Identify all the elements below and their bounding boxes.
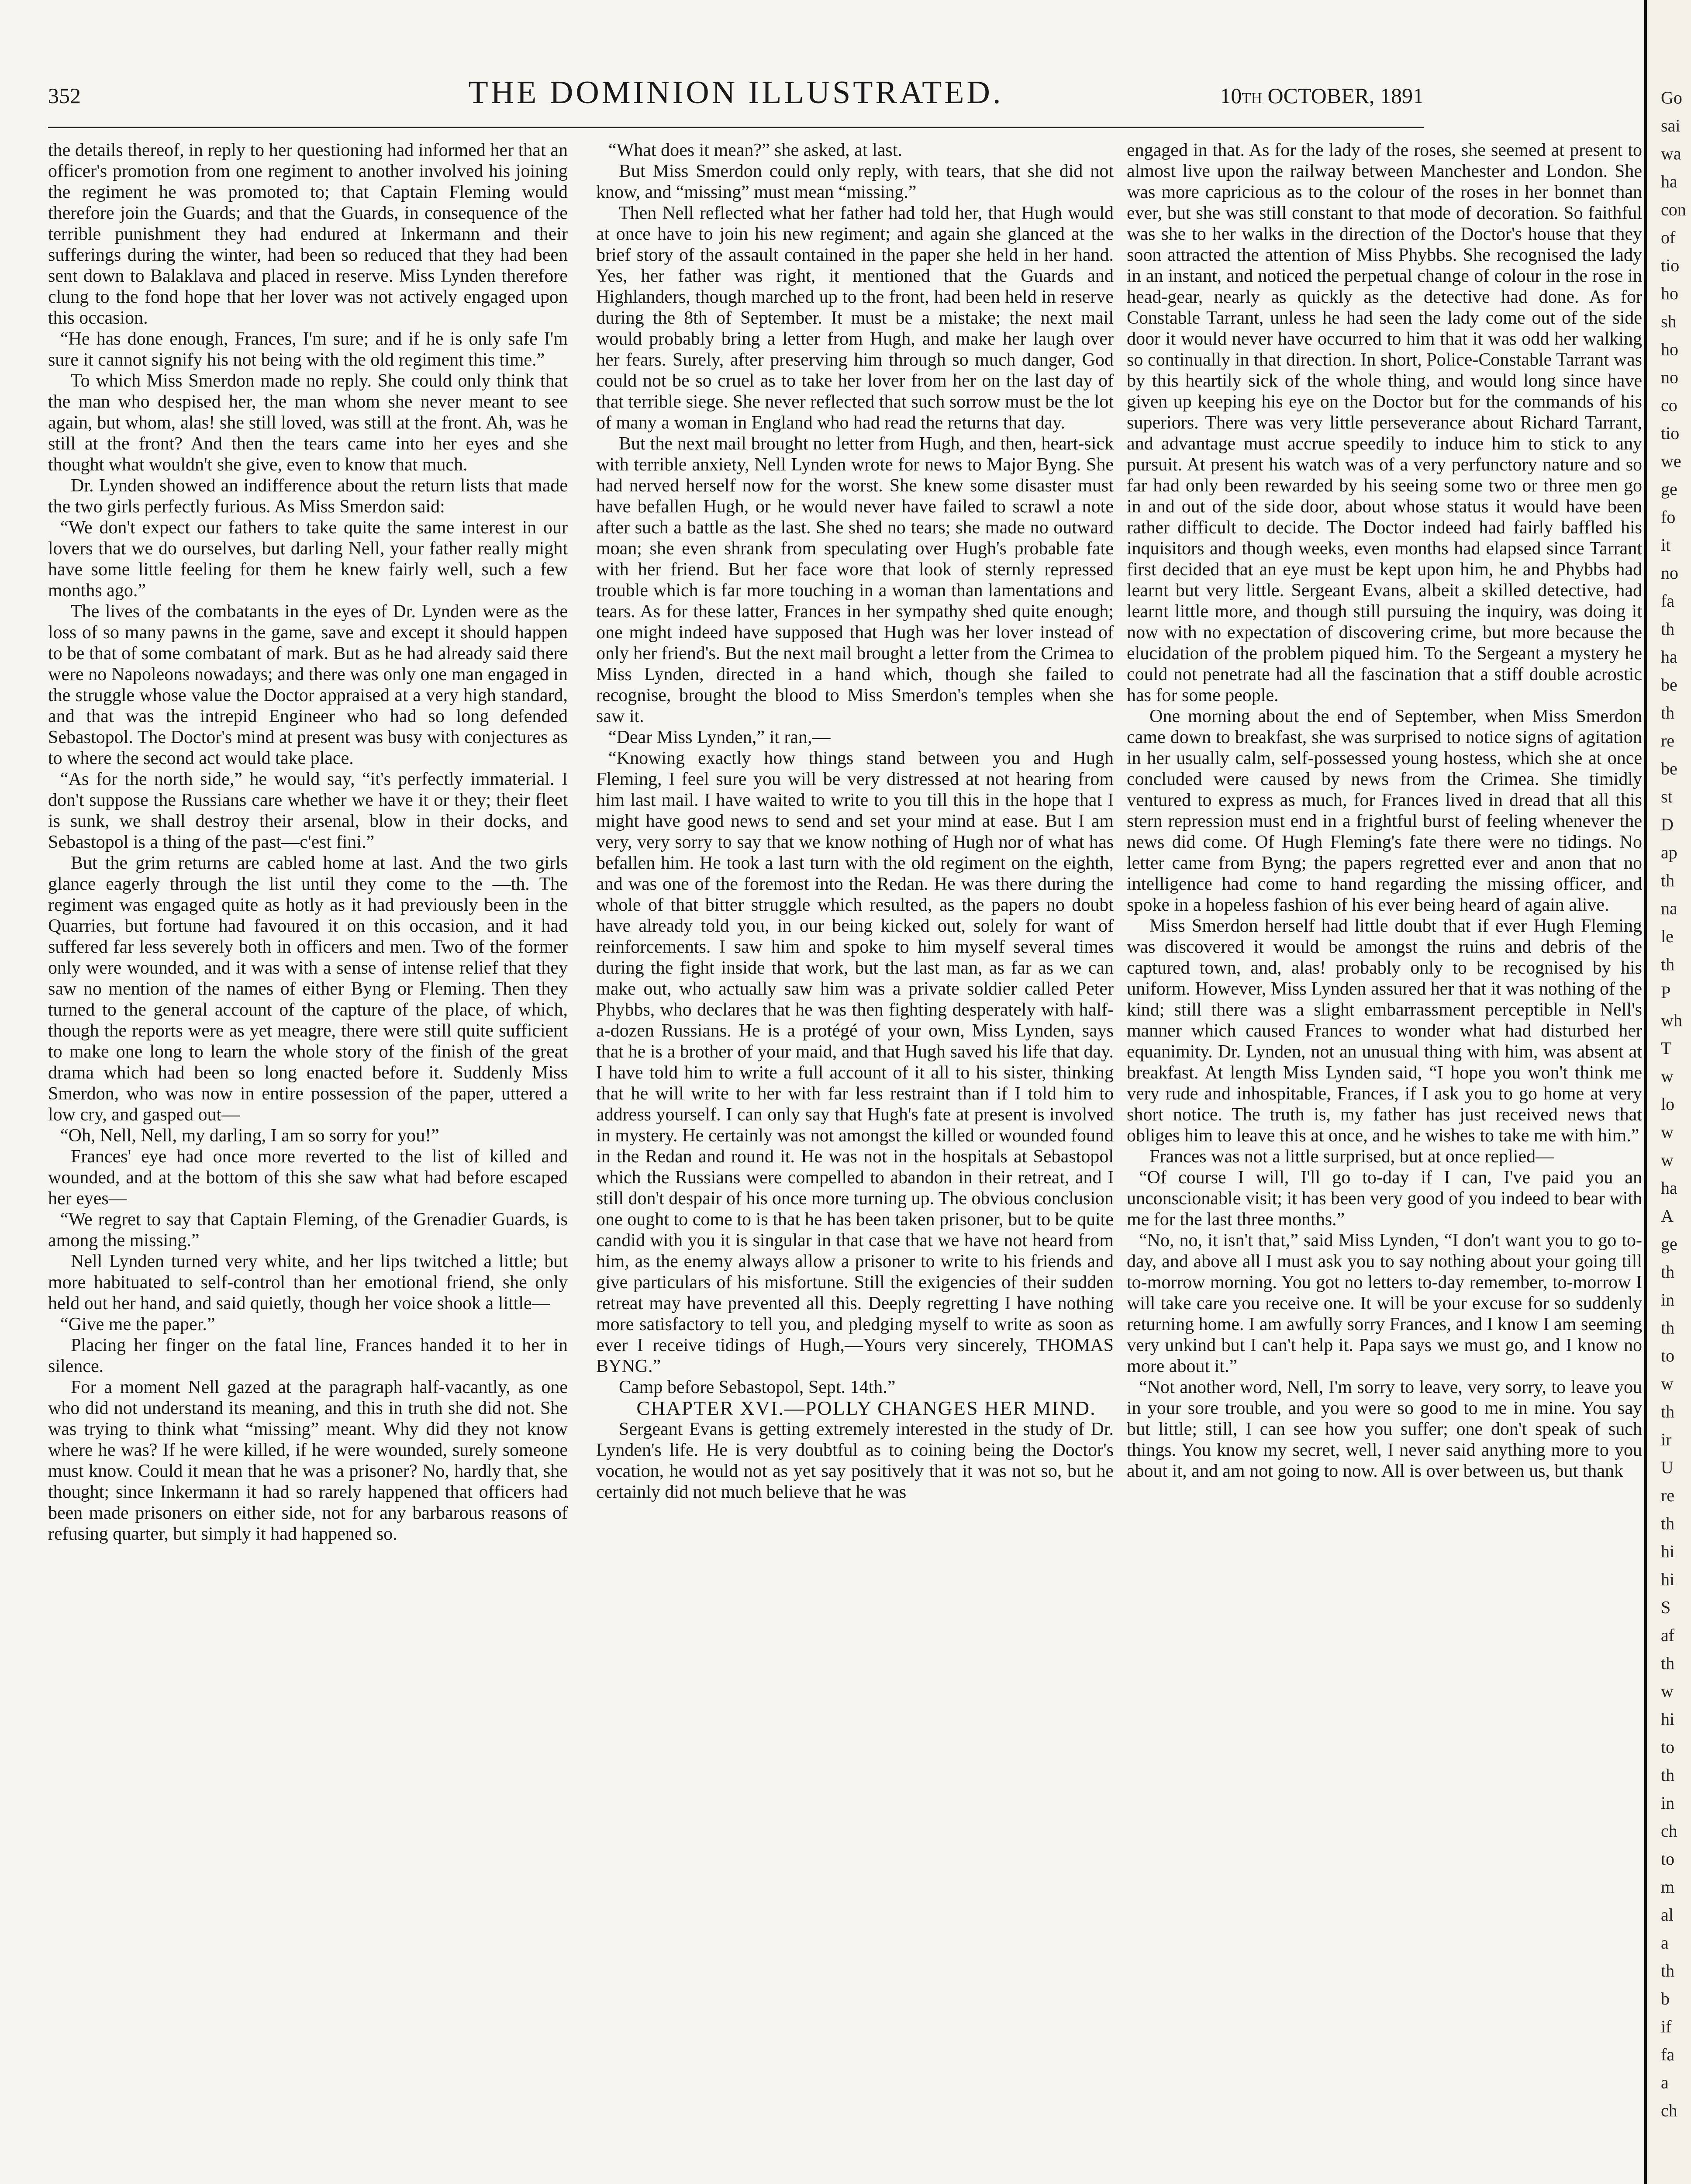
adjacent-page-fragment: na bbox=[1661, 898, 1677, 918]
adjacent-page-fragment: ap bbox=[1661, 843, 1677, 862]
paragraph: Miss Smerdon herself had little doubt that if ever Hugh Fleming was discovered it would be amongst the ruins and debris of the captured town, and, alas! probably only to be recognised by his uniform. However, Miss Lynden assured her that it was nothing of the kind; still there was a slight embarrassment perceptible in Nell's manner which caused Frances to wonder what had disturbed her equanimity. Dr. Lynden, not an unusual thing with him, was absent at breakfast. At length Miss Lynden said, “I hope you won't think me very rude and inhospitable, Frances, if I ask you to go home at very short notice. The truth is, my father has just received news that obliges him to leave this at once, and he wishes to take me with him.” bbox=[1127, 916, 1642, 1146]
adjacent-page-fragment: hi bbox=[1661, 1569, 1675, 1589]
page-header bbox=[48, 74, 1424, 122]
publication-title: THE DOMINION ILLUSTRATED. bbox=[468, 75, 1004, 111]
adjacent-page-edge bbox=[1644, 0, 1691, 2184]
adjacent-page-fragment: tio bbox=[1661, 423, 1680, 443]
paragraph: “No, no, it isn't that,” said Miss Lynden, “I don't want you to go to-day, and above all I must ask you to say nothing about your going till to-morrow morning. You got no letters to-day remember, to-morrow I will take care you receive one. It will be your excuse for so suddenly returning home. I am awfully sorry Frances, and I know I am seeming very unkind but I can't help it. Papa says we must go, and I know no more about it.” bbox=[1127, 1230, 1642, 1376]
paragraph: But the next mail brought no letter from Hugh, and then, heart-sick with terrible anxiety, Nell Lynden wrote for news to Major Byng. She had nerved herself now for the worst. She knew some disaster must have befallen Hugh, or he would never have failed to scrawl a note after such a battle as the last. She shed no tears; she made no outward moan; she even shrank from speculating over Hugh's probable fate with her friend. But her face wore that look of sternly repressed trouble which is far more touching in a woman than lamentations and tears. As for these latter, Frances in her sympathy shed quite enough; one might indeed have supposed that Hugh was her lover instead of only her friend's. But the next mail brought a letter from the Crimea to Miss Lynden, directed in a hand which, though she failed to recognise, brought the blood to Miss Smerdon's temples when she saw it. bbox=[596, 434, 1114, 726]
adjacent-page-fragment: th bbox=[1661, 1318, 1675, 1337]
article-column-2 bbox=[596, 140, 1114, 2184]
adjacent-page-fragment: P bbox=[1661, 982, 1671, 1002]
letter-dateline: Camp before Sebastopol, Sept. 14th.” bbox=[619, 1377, 896, 1397]
adjacent-page-fragment: ha bbox=[1661, 172, 1677, 191]
paragraph: “Of course I will, I'll go to-day if I can, I've paid you an unconscionable visit; it has been very good of you indeed to bear with me for the last three months.” bbox=[1127, 1168, 1642, 1230]
paragraph: “Give me the paper.” bbox=[60, 1314, 215, 1334]
adjacent-page-fragment: w bbox=[1661, 1066, 1674, 1086]
paragraph: But Miss Smerdon could only reply, with tears, that she did not know, and “missing” must mean “missing.” bbox=[596, 161, 1114, 202]
adjacent-page-fragment: A bbox=[1661, 1206, 1674, 1226]
adjacent-page-fragment: to bbox=[1661, 1737, 1675, 1757]
adjacent-page-fragment: S bbox=[1661, 1597, 1671, 1617]
adjacent-page-fragment: ha bbox=[1661, 1178, 1677, 1198]
paragraph: Dr. Lynden showed an indifference about the return lists that made the two girls perfectly furious. As Miss Smerdon said: bbox=[48, 476, 568, 517]
adjacent-page-fragment: ha bbox=[1661, 647, 1677, 667]
adjacent-page-fragment: a bbox=[1661, 2073, 1669, 2092]
paragraph: For a moment Nell gazed at the paragraph half-vacantly, as one who did not understand its meaning, and this in truth she did not. She was trying to think what “missing” meant. Why did they not know where he was? If he were killed, if he were wounded, surely someone must know. Could it mean that he was a prisoner? No, hardly that, she thought; since Inkermann it had so rarely happened that officers had been made prisoners on either side, not for any barbarous reasons of refusing quarter, but simply it had happened so. bbox=[48, 1377, 568, 1544]
paragraph: But the grim returns are cabled home at last. And the two girls glance eagerly through the list until they come to the —th. The regiment was engaged quite as hotly as it had previously been in the Quarries, but fortune had favoured it on this occasion, and it had suffered far less severely both in officers and men. Two of the former only were wounded, and it was with a sense of intense relief that they saw no mention of the names of either Byng or Fleming. Then they turned to the general account of the capture of the place, of which, though the reports were as yet meagre, there were still quite sufficient to make one long to learn the whole story of the finish of the great drama which had been so long enacted before it. Suddenly Miss Smerdon, who was now in entire possession of the paper, uttered a low cry, and gasped out— bbox=[48, 853, 568, 1125]
adjacent-page-fragment: to bbox=[1661, 1346, 1675, 1365]
adjacent-page-fragment: th bbox=[1661, 954, 1675, 974]
paragraph: engaged in that. As for the lady of the roses, she seemed at present to almost live upon the railway between Manchester and London. She was more capricious as to the colour of the roses in her bonnet than ever, but she was still constant to that mode of decoration. So faithful was she to her walks in the direction of the Doctor's house that they soon attracted the attention of Miss Phybbs. She recognised the lady in an instant, and noticed the perpetual change of colour in the rose in head-gear, nearly as quickly as the detective had done. As for Constable Tarrant, unless he had seen the lady come out of the side door it would never have occurred to him that it was odd her walking so continually in that direction. In short, Police-Constable Tarrant was by this heartily sick of the whole thing, and would long since have given up keeping his eye on the Doctor but for the commands of his superiors. There was very little perseverance about Richard Tarrant, and advantage must accrue speedily to induce him to stick to any pursuit. At present his watch was of a very perfunctory nature and so far had only been rewarded by his seeing some two or three men go in and out of the side door, about whose status it would have been rather difficult to decide. The Doctor indeed had fairly baffled his inquisitors and though weeks, even months had elapsed since Tarrant first decided that an eye must be kept upon him, he and Phybbs had learnt but very little. Sergeant Evans, albeit a skilled detective, had learnt little more, and though still pursuing the inquiry, was doing it now with no expectation of discovering crime, but more because the elucidation of the problem piqued him. To the Sergeant a mystery he could not penetrate had all the fascination that a stiff double acrostic has for some people. bbox=[1127, 140, 1642, 705]
adjacent-page-fragment: af bbox=[1661, 1625, 1675, 1645]
adjacent-page-fragment: ho bbox=[1661, 283, 1678, 303]
adjacent-page-fragment: wa bbox=[1661, 144, 1681, 163]
adjacent-page-fragment: ge bbox=[1661, 479, 1677, 499]
adjacent-page-fragment: U bbox=[1661, 1458, 1674, 1477]
adjacent-page-fragment: co bbox=[1661, 395, 1677, 415]
adjacent-page-fragment: th bbox=[1661, 1653, 1675, 1673]
adjacent-page-fragment: sai bbox=[1661, 116, 1681, 135]
adjacent-page-fragment: w bbox=[1661, 1122, 1674, 1142]
adjacent-page-fragment: th bbox=[1661, 1402, 1675, 1421]
adjacent-page-fragment: ge bbox=[1661, 1234, 1677, 1254]
paragraph: To which Miss Smerdon made no reply. She could only think that the man who despised her, the man whom she never meant to see again, but whom, alas! she still loved, was still at the front. Ah, was he still at the front? And then the tears came into her eyes and she thought what wouldn't she give, even to know that much. bbox=[48, 371, 568, 475]
adjacent-page-fragment: we bbox=[1661, 451, 1681, 471]
adjacent-page-fragment: th bbox=[1661, 1961, 1675, 1980]
adjacent-page-fragment: ho bbox=[1661, 339, 1678, 359]
paragraph: Frances' eye had once more reverted to the list of killed and wounded, and at the bottom of this she saw what had before escaped her eyes— bbox=[48, 1147, 568, 1209]
adjacent-page-fragment: be bbox=[1661, 675, 1677, 695]
paragraph: Sergeant Evans is getting extremely interested in the study of Dr. Lynden's life. He is very doubtful as to coining being the Doctor's vocation, he would not as yet say positively that it was not so, but he certainly did not much believe that he was bbox=[596, 1419, 1114, 1502]
adjacent-page-fragment: hi bbox=[1661, 1541, 1675, 1561]
paragraph: the details thereof, in reply to her questioning had informed her that an officer's promotion from one regiment to another involved his joining the regiment he was promoted to; that Captain Fleming would therefore join the Guards; and that the Guards, in consequence of the terrible punishment they had endured at Inkermann and their sufferings during the winter, had been so reduced that they had been sent down to Balaklava and placed in reserve. Miss Lynden therefore clung to the fond hope that her lover was not actively engaged upon this occasion. bbox=[48, 140, 568, 328]
adjacent-page-fragment: le bbox=[1661, 926, 1674, 946]
adjacent-page-fragment: wh bbox=[1661, 1010, 1682, 1030]
paragraph: “Oh, Nell, Nell, my darling, I am so sorry for you!” bbox=[60, 1126, 439, 1146]
issue-date: 10th OCTOBER, 1891 bbox=[1220, 83, 1424, 108]
adjacent-page-fragment: no bbox=[1661, 367, 1678, 387]
adjacent-page-fragment: tio bbox=[1661, 256, 1680, 275]
adjacent-page-fragment: w bbox=[1661, 1374, 1674, 1393]
paragraph: “We don't expect our fathers to take quite the same interest in our lovers that we do ourselves, but darling Nell, your father really might have some little feeling for them he knew fairly well, such a few months ago.” bbox=[48, 518, 568, 601]
adjacent-page-fragment: hi bbox=[1661, 1709, 1675, 1729]
adjacent-page-fragment: th bbox=[1661, 1765, 1675, 1785]
letter-body: “Knowing exactly how things stand between you and Hugh Fleming, I feel sure you will be very distressed at not hearing from him last mail. I have waited to write to you till this in the hope that I might have good news to send and set your mind at ease. But I am very, very sorry to say that we know nothing of Hugh nor of what has befallen him. He took a last turn with the old regiment on the eighth, and was one of the foremost into the Redan. He was there during the whole of that bitter struggle which resulted, as the papers no doubt have already told you, in our being kicked out, solely for want of reinforcements. I saw him and spoke to him myself several times during the fight inside that work, but the last man, as far as we can make out, who actually saw him was a private soldier called Peter Phybbs, who declares that he was then fighting desperately with half-a-dozen Russians. He is a protégé of your own, Miss Lynden, says that he is a brother of your maid, and that Hugh saved his life that day. I have told him to write a full account of it all to his sister, thinking that he will write to her with far less restraint than if I told him to address yourself. I can only say that Hugh's fate at present is involved in mystery. He certainly was not amongst the killed or wounded found in the Redan and round it. He was not in the hospitals at Sebastopol which the Russians were compelled to abandon in their retreat, and I still don't despair of his once more turning up. The obvious conclusion one ought to come to is that he has been taken prisoner, but to be quite candid with you it is singular in that case that we have not heard from him, as the enemy always allow a prisoner to write to his friends and give particulars of his misfortune. Still the exigencies of their sudden retreat may have prevented all this. Deeply regretting I have nothing more satisfactory to tell you, and pledging myself to write as soon as ever I receive tidings of Hugh,—Yours very sincerely, THOMAS BYNG.” bbox=[596, 748, 1114, 1376]
paragraph: “Dear Miss Lynden,” it ran,— bbox=[608, 727, 831, 747]
header-rule bbox=[48, 127, 1424, 128]
paragraph: Nell Lynden turned very white, and her lips twitched a little; but more habituated to self-control than her emotional friend, she only held out her hand, and said quietly, though her voice shook a little— bbox=[48, 1251, 568, 1313]
adjacent-page-fragment: ir bbox=[1661, 1430, 1672, 1449]
article-column-3 bbox=[1127, 140, 1642, 2184]
adjacent-page-fragment: of bbox=[1661, 228, 1676, 247]
adjacent-page-fragment: fo bbox=[1661, 507, 1676, 527]
paragraph: Frances was not a little surprised, but at once replied— bbox=[1149, 1147, 1554, 1167]
adjacent-page-fragment: b bbox=[1661, 1989, 1670, 2008]
adjacent-page-fragment: in bbox=[1661, 1290, 1675, 1310]
paragraph: Then Nell reflected what her father had told her, that Hugh would at once have to join his new regiment; and again she glanced at the brief story of the assault contained in the paper she held in her hand. Yes, her father was right, it mentioned that the Guards and Highlanders, though marched up to the front, had been held in reserve during the 8th of September. It must be a mistake; the next mail would probably bring a letter from Hugh, and make her laugh over her fears. Surely, after preserving him through so much danger, God could not be so cruel as to take her lover from her on the last day of that terrible siege. She never reflected that such sorrow must be the lot of many a woman in England who had read the returns that day. bbox=[596, 203, 1114, 433]
adjacent-page-fragment: sh bbox=[1661, 311, 1677, 331]
adjacent-page-fragment: re bbox=[1661, 731, 1675, 750]
adjacent-page-fragment: con bbox=[1661, 200, 1686, 219]
adjacent-page-fragment: in bbox=[1661, 1793, 1675, 1813]
adjacent-page-fragment: st bbox=[1661, 787, 1673, 806]
adjacent-page-fragment: ch bbox=[1661, 2101, 1677, 2120]
adjacent-page-fragment: fa bbox=[1661, 591, 1675, 611]
adjacent-page-fragment: th bbox=[1661, 1262, 1675, 1282]
adjacent-page-fragment: lo bbox=[1661, 1094, 1675, 1114]
paragraph: “As for the north side,” he would say, “it's perfectly immaterial. I don't suppose the Russians care whether we have it or they; their fleet is sunk, we shall destroy their arsenal, blow in their docks, and Sebastopol is a thing of the past—c'est fini.” bbox=[48, 769, 568, 852]
adjacent-page-fragment: be bbox=[1661, 759, 1677, 778]
adjacent-page-fragment: th bbox=[1661, 871, 1675, 890]
adjacent-page-fragment: it bbox=[1661, 535, 1671, 555]
adjacent-page-fragment: th bbox=[1661, 619, 1675, 639]
paragraph: “Not another word, Nell, I'm sorry to leave, very sorry, to leave you in your sore trouble, and you were so good to me in mine. You say but little; still, I can see how you suffer; one don't speak of such things. You know my secret, well, I never said anything more to you about it, and am not going to now. All is over between us, but thank bbox=[1127, 1377, 1642, 1481]
adjacent-page-fragment: th bbox=[1661, 1514, 1675, 1533]
adjacent-page-fragment: to bbox=[1661, 1849, 1675, 1869]
adjacent-page-fragment: fa bbox=[1661, 2045, 1675, 2064]
adjacent-page-fragment: no bbox=[1661, 563, 1678, 583]
adjacent-page-fragment: al bbox=[1661, 1905, 1674, 1925]
paragraph: “What does it mean?” she asked, at last. bbox=[608, 140, 902, 160]
article-column-1 bbox=[48, 140, 568, 2184]
adjacent-page-fragment: D bbox=[1661, 815, 1674, 834]
adjacent-page-fragment: T bbox=[1661, 1038, 1672, 1058]
page-number: 352 bbox=[48, 83, 81, 108]
paragraph: Placing her finger on the fatal line, Frances handed it to her in silence. bbox=[48, 1335, 568, 1376]
paragraph: The lives of the combatants in the eyes of Dr. Lynden were as the loss of so many pawns in the game, save and except it should happen to be that of some combatant of mark. But as he had already said there were no Napoleons nowadays; and there was only one man engaged in the struggle whose value the Doctor appraised at a very high standard, and that was the intrepid Engineer who had so long defended Sebastopol. The Doctor's mind at present was busy with conjectures as to where the second act would take place. bbox=[48, 601, 568, 768]
paragraph: “We regret to say that Captain Fleming, of the Grenadier Guards, is among the missing.” bbox=[48, 1209, 568, 1251]
adjacent-page-fragment: w bbox=[1661, 1150, 1674, 1170]
adjacent-page-fragment: re bbox=[1661, 1486, 1675, 1505]
adjacent-page-fragment: th bbox=[1661, 703, 1675, 722]
adjacent-page-fragment: w bbox=[1661, 1681, 1674, 1701]
chapter-heading: CHAPTER XVI.—POLLY CHANGES HER MIND. bbox=[636, 1397, 1096, 1419]
paragraph: “He has done enough, Frances, I'm sure; and if he is only safe I'm sure it cannot signify his not being with the old regiment this time.” bbox=[48, 329, 568, 370]
adjacent-page-fragment: Go bbox=[1661, 88, 1682, 107]
adjacent-page-fragment: a bbox=[1661, 1933, 1669, 1952]
adjacent-page-fragment: ch bbox=[1661, 1821, 1677, 1841]
adjacent-page-fragment: if bbox=[1661, 2017, 1672, 2036]
adjacent-page-fragment: m bbox=[1661, 1877, 1675, 1897]
paragraph: One morning about the end of September, when Miss Smerdon came down to breakfast, she was surprised to notice signs of agitation in her usually calm, self-possessed young hostess, which she at once concluded were caused by news from the Crimea. She timidly ventured to express as much, for Frances lived in dread that all this stern repression must end in a frightful burst of feeling whenever the news did come. Of Hugh Fleming's fate there were no tidings. No letter came from Byng; the papers regretted ever and anon that no intelligence had come to hand regarding the missing officer, and spoke in a hopeless fashion of his ever being heard of again alive. bbox=[1127, 706, 1642, 915]
